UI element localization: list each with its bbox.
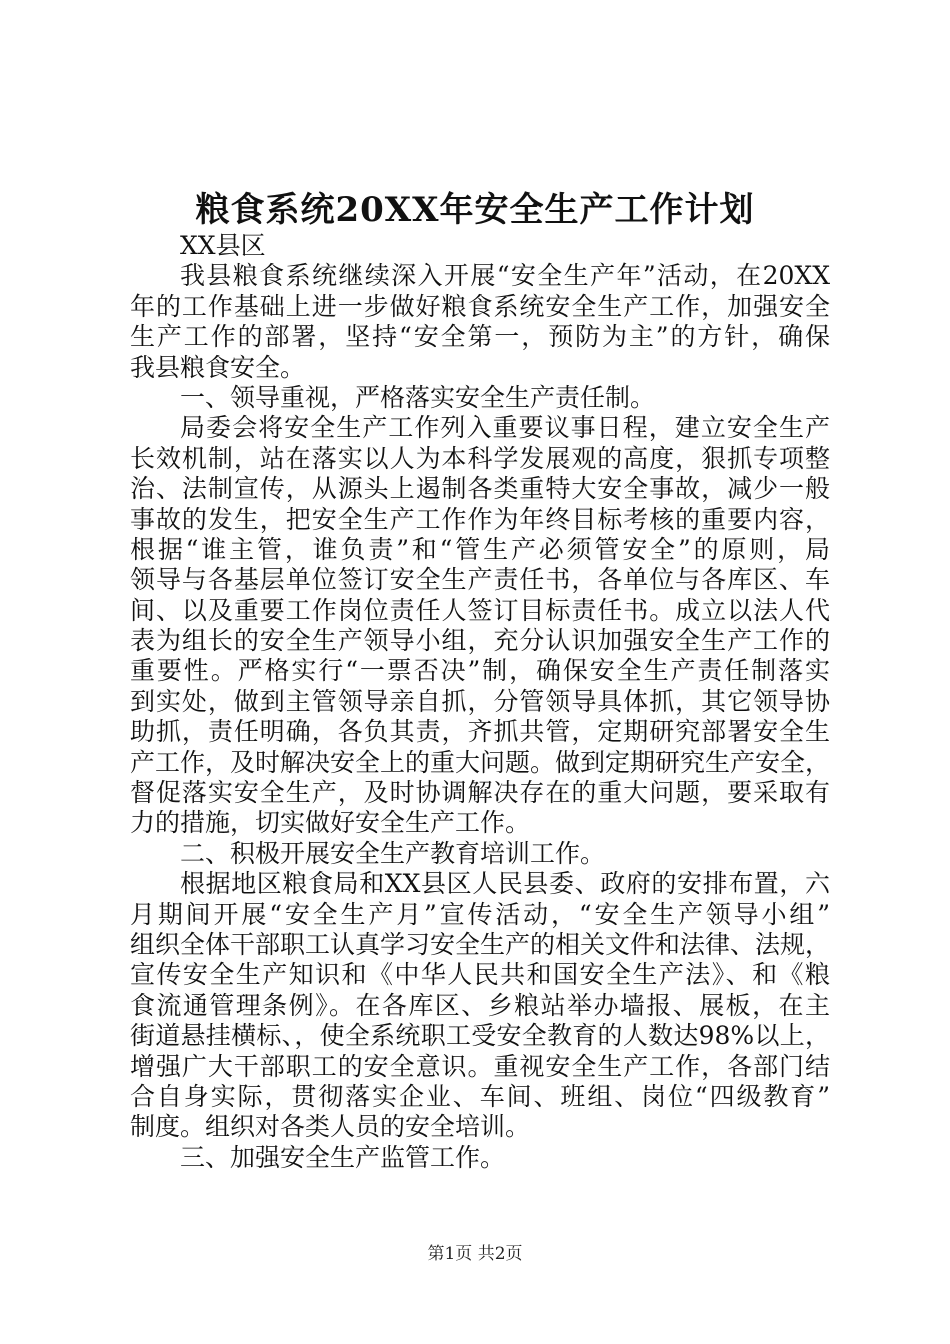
text-line: 组织全体干部职工认真学习安全生产的相关文件和法律、法规， bbox=[130, 929, 831, 959]
text-line: 合自身实际，贯彻落实企业、车间、班组、岗位“四级教育” bbox=[130, 1081, 830, 1111]
text-line: 事故的发生，把安全生产工作作为年终目标考核的重要内容， bbox=[130, 504, 830, 534]
text-line: 食流通管理条例》。在各库区、乡粮站举办墙报、展板，在主 bbox=[130, 990, 830, 1020]
text-line: 局委会将安全生产工作列入重要议事日程，建立安全生产 bbox=[180, 413, 830, 443]
text-line: 助抓，责任明确，各负其责，齐抓共管，定期研究部署安全生 bbox=[130, 717, 830, 747]
text-line: 产工作，及时解决安全上的重大问题。做到定期研究生产安全， bbox=[130, 747, 831, 777]
document-body bbox=[130, 231, 830, 1173]
text-line: 制度。组织对各类人员的安全培训。 bbox=[130, 1112, 531, 1142]
text-line: 表为组长的安全生产领导小组，充分认识加强安全生产工作的 bbox=[130, 626, 830, 656]
text-line: 治、法制宣传，从源头上遏制各类重特大安全事故，减少一般 bbox=[130, 474, 830, 504]
text-line: 重要性。严格实行“一票否决”制，确保安全生产责任制落实 bbox=[130, 656, 830, 686]
text-line: 领导与各基层单位签订安全生产责任书，各单位与各库区、车 bbox=[130, 565, 830, 595]
text-line: 生产工作的部署，坚持“安全第一，预防为主”的方针，确保 bbox=[130, 322, 830, 352]
text-line: 根据“谁主管，谁负责”和“管生产必须管安全”的原则，局 bbox=[130, 534, 830, 564]
text-line: 根据地区粮食局和XX县区人民县委、政府的安排布置，六 bbox=[180, 869, 830, 899]
text-line: 我县粮食安全。 bbox=[130, 352, 306, 382]
text-line: 到实处，做到主管领导亲自抓，分管领导具体抓，其它领导协 bbox=[130, 686, 830, 716]
section-heading: 二、积极开展安全生产教育培训工作。 bbox=[180, 838, 606, 868]
text-line: 我县粮食系统继续深入开展“安全生产年”活动，在20XX bbox=[180, 261, 830, 291]
text-line: 宣传安全生产知识和《中华人民共和国安全生产法》、和《粮 bbox=[130, 960, 830, 990]
text-line: 月期间开展“安全生产月”宣传活动，“安全生产领导小组” bbox=[130, 899, 830, 929]
section-heading: 三、加强安全生产监管工作。 bbox=[180, 1142, 506, 1172]
text-line: 年的工作基础上进一步做好粮食系统安全生产工作，加强安全 bbox=[130, 291, 830, 321]
text-line: 间、以及重要工作岗位责任人签订目标责任书。成立以法人代 bbox=[130, 595, 830, 625]
section-heading: 一、领导重视，严格落实安全生产责任制。 bbox=[180, 382, 656, 412]
text-line: 街道悬挂横标、，使全系统职工受安全教育的人数达98%以上， bbox=[130, 1021, 830, 1051]
page-footer: 第1页 共2页 bbox=[427, 1244, 523, 1264]
text-line: 力的措施，切实做好安全生产工作。 bbox=[130, 808, 531, 838]
document-title: 粮食系统20XX年安全生产工作计划 bbox=[195, 190, 755, 230]
text-line-location: XX县区 bbox=[180, 231, 266, 260]
text-line: 督促落实安全生产，及时协调解决存在的重大问题，要采取有 bbox=[130, 778, 830, 808]
text-line: 增强广大干部职工的安全意识。重视安全生产工作，各部门结 bbox=[130, 1051, 830, 1081]
text-line: 长效机制，站在落实以人为本科学发展观的高度，狠抓专项整 bbox=[130, 443, 830, 473]
